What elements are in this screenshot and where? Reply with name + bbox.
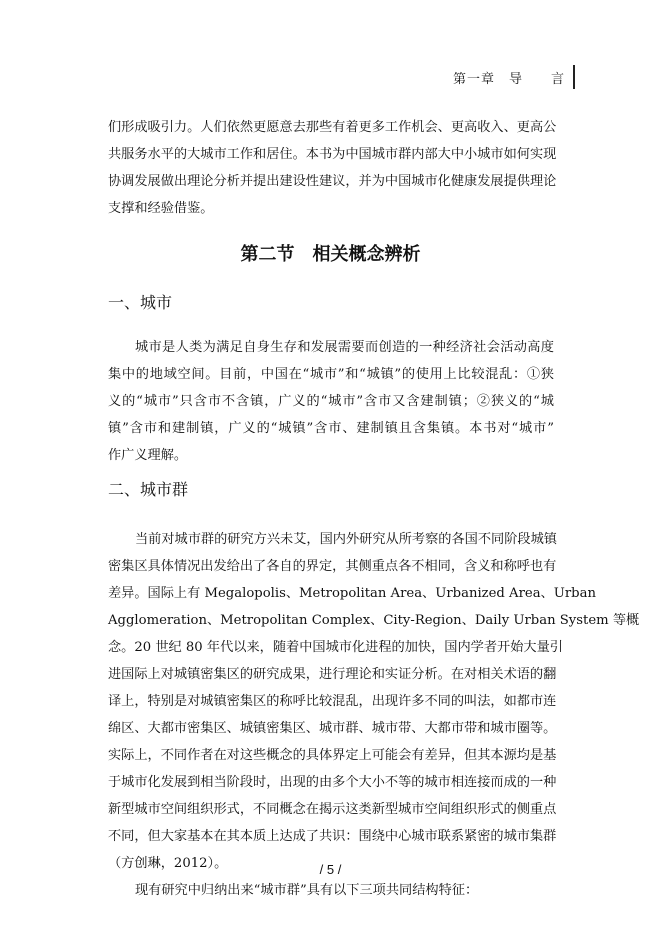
text-line: 绵区、大都市密集区、城镇密集区、城市群、城市带、大都市带和城市圈等。 bbox=[108, 721, 557, 736]
text-line: 密集区具体情况出发给出了各自的界定，其侧重点各不相同，含义和称呼也有 bbox=[108, 559, 557, 574]
city-definition-paragraph bbox=[108, 334, 554, 469]
text-line: 于城市化发展到相当阶段时，出现的由多个大小不等的城市相连接而成的一种 bbox=[108, 775, 557, 790]
text-line: 不同，但大家基本在其本质上达成了共识：围绕中心城市联系紧密的城市集群 bbox=[108, 829, 557, 844]
header-divider bbox=[573, 65, 575, 89]
text-line: 支撑和经验借鉴。 bbox=[108, 201, 214, 216]
text-line: 们形成吸引力。人们依然更愿意去那些有着更多工作机会、更高收入、更高公 bbox=[108, 120, 557, 135]
text-line: 协调发展做出理论分析并提出建设性建议，并为中国城市化健康发展提供理论 bbox=[108, 174, 557, 189]
text-line: （方创琳，2012）。 bbox=[108, 856, 228, 871]
section-title: 第二节 相关概念辨析 bbox=[240, 244, 421, 265]
subsection-heading-city-cluster: 二、城市群 bbox=[108, 480, 189, 499]
text-line: 集中的地域空间。目前，中国在“城市”和“城镇”的使用上比较混乱：①狭 bbox=[108, 367, 554, 382]
subsection-heading-city: 一、城市 bbox=[108, 293, 173, 312]
running-header: 第一章 导 言 bbox=[452, 72, 565, 87]
text-line: 新型城市空间组织形式，不同概念在揭示这类新型城市空间组织形式的侧重点 bbox=[108, 802, 557, 817]
text-line: Agglomeration、Metropolitan Complex、City-Region、Daily Urban System 等概 bbox=[108, 613, 640, 628]
text-line: 现有研究中归纳出来“城市群”具有以下三项共同结构特征： bbox=[135, 883, 479, 898]
text-line: 共服务水平的大城市工作和居住。本书为中国城市群内部大中小城市如何实现 bbox=[108, 147, 557, 162]
text-line: 当前对城市群的研究方兴未艾，国内外研究从所考察的各国不同阶段城镇 bbox=[135, 532, 557, 547]
city-cluster-paragraph bbox=[108, 526, 640, 904]
text-line: 作广义理解。 bbox=[108, 448, 188, 463]
intro-paragraph bbox=[108, 114, 557, 222]
page-number: / 5 / bbox=[319, 862, 342, 877]
text-line: 念。20 世纪 80 年代以来，随着中国城市化进程的加快，国内学者开始大量引 bbox=[108, 640, 563, 655]
text-line: 实际上，不同作者在对这些概念的具体界定上可能会有差异，但其本源均是基 bbox=[108, 748, 557, 763]
text-line: 城市是人类为满足自身生存和发展需要而创造的一种经济社会活动高度 bbox=[135, 340, 554, 355]
text-line: 差异。国际上有 Megalopolis、Metropolitan Area、Urbanized Area、Urban bbox=[108, 586, 596, 601]
text-line: 进国际上对城镇密集区的研究成果，进行理论和实证分析。在对相关术语的翻 bbox=[108, 667, 557, 682]
text-line: 译上，特别是对城镇密集区的称呼比较混乱，出现许多不同的叫法，如都市连 bbox=[108, 694, 557, 709]
text-line: 镇”含市和建制镇，广义的“城镇”含市、建制镇且含集镇。本书对“城市” bbox=[108, 421, 554, 436]
text-line: 义的“城市”只含市不含镇，广义的“城市”含市又含建制镇；②狭义的“城 bbox=[108, 394, 554, 409]
